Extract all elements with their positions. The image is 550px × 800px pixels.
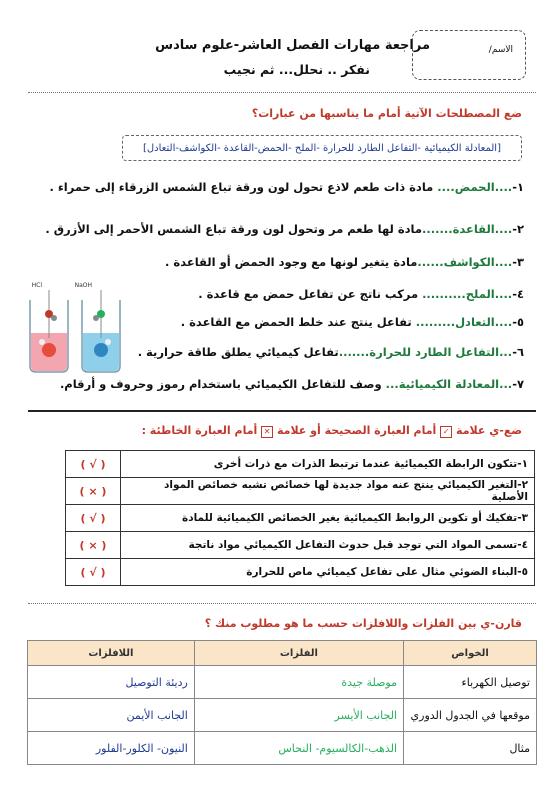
table-row — [66, 478, 535, 505]
table-header-row — [28, 641, 537, 666]
statement-cell: ١-تتكون الرابطة الكيميائية عندما ترتبط الذرات مع ذرات أخرى — [121, 451, 535, 478]
definition-item: ٣-....الكواشف......مادة يتغير لونها مع وجود الحمض أو القاعدة . — [165, 255, 524, 269]
property-cell: موقعها في الجدول الدوري — [404, 699, 537, 732]
definition-item: ٦-...التفاعل الطارد للحرارة.......تفاعل كيميائي يطلق طاقة حرارية . — [137, 345, 524, 359]
statement-cell: ٣-تفكيك أو تكوين الروابط الكيميائية يغير الخصائص الكيميائية للمادة — [121, 505, 535, 532]
definition-item: ٧-...المعادلة الكيميائية... وصف للتفاعل الكيميائي باستخدام رموز وحروف و أرقام. — [59, 377, 524, 391]
table-row — [66, 451, 535, 478]
statement-cell: ٤-تسمى المواد التي توجد قبل حدوث التفاعل الكيميائي مواد ناتجة — [121, 532, 535, 559]
property-cell: مثال — [404, 732, 537, 765]
comparison-table — [27, 640, 537, 765]
name-label: الاسم/ — [488, 45, 513, 55]
section3-title: قارن-ي بين الفلزات واللافلزات حسب ما هو مطلوب منك ؟ — [204, 617, 522, 630]
metal-cell[interactable]: موصلة جيدة — [194, 666, 403, 699]
nonmetal-cell[interactable]: رديئة التوصيل — [28, 666, 195, 699]
nonmetal-cell[interactable]: الجانب الأيمن — [28, 699, 195, 732]
mark-cell[interactable]: ( √ ) — [66, 559, 121, 586]
acid-base-beakers-image — [20, 278, 130, 378]
student-name-box[interactable] — [412, 30, 526, 80]
mark-cell[interactable]: ( √ ) — [66, 505, 121, 532]
table-row — [28, 699, 537, 732]
header-nonmetals: اللافلزات — [28, 641, 195, 666]
word-bank: [المعادلة الكيميائية -التفاعل الطارد للحرارة -الملح -الحمض-القاعدة -الكواشف-التعادل] — [122, 135, 522, 161]
base-label: NaOH — [74, 282, 92, 289]
table-row — [28, 732, 537, 765]
section2-title: ضع-ي علامة ✓ أمام العبارة الصحيحة أو علامة ✕ أمام العبارة الخاطئة : — [141, 424, 522, 437]
dotted-divider — [28, 603, 536, 604]
property-cell: توصيل الكهرباء — [404, 666, 537, 699]
section1-title: ضع المصطلحات الآتية أمام ما يناسبها من عبارات؟ — [251, 107, 522, 120]
mark-cell[interactable]: ( √ ) — [66, 451, 121, 478]
header-metals: الفلزات — [194, 641, 403, 666]
cross-box-icon: ✕ — [261, 426, 273, 438]
statement-cell: ٥-البناء الضوئي مثال على تفاعل كيميائي ماص للحرارة — [121, 559, 535, 586]
true-false-table — [65, 450, 535, 586]
table-row — [66, 559, 535, 586]
dotted-divider — [28, 92, 536, 93]
section-divider — [28, 410, 536, 412]
mark-cell[interactable]: ( × ) — [66, 478, 121, 505]
definition-item: ٢-....القاعدة.......مادة لها طعم مر وتحول لون ورقة تباع الشمس الأحمر إلى الأزرق . — [45, 222, 524, 236]
nonmetal-cell[interactable]: النيون- الكلور-الفلور — [28, 732, 195, 765]
check-box-icon: ✓ — [440, 426, 452, 438]
definition-item: ٥-....التعادل......... تفاعل ينتج عند خلط الحمض مع القاعدة . — [180, 315, 524, 329]
definition-item: ٤-....الملح.......... مركب ناتج عن تفاعل حمض مع قاعدة . — [198, 287, 524, 301]
acid-label: HCl — [31, 282, 42, 289]
base-beaker — [75, 282, 120, 372]
metal-cell[interactable]: الذهب-الكالسيوم- النحاس — [194, 732, 403, 765]
table-row — [66, 532, 535, 559]
worksheet-subtitle: نفكر .. نحلل... ثم نجيب — [223, 62, 370, 77]
table-row — [66, 505, 535, 532]
definition-item: ١-....الحمض.... مادة ذات طعم لاذع تحول لون ورقة تباع الشمس الزرقاء إلى حمراء . — [49, 180, 524, 194]
mark-cell[interactable]: ( × ) — [66, 532, 121, 559]
header-properties: الخواص — [404, 641, 537, 666]
table-row — [28, 666, 537, 699]
metal-cell[interactable]: الجانب الأيسر — [194, 699, 403, 732]
statement-cell: ٢-التغير الكيميائي ينتج عنه مواد جديدة لها خصائص تشبه خصائص المواد الأصلية — [121, 478, 535, 505]
worksheet-title: مراجعة مهارات الفصل العاشر-علوم سادس — [155, 38, 430, 53]
acid-beaker — [30, 282, 68, 372]
